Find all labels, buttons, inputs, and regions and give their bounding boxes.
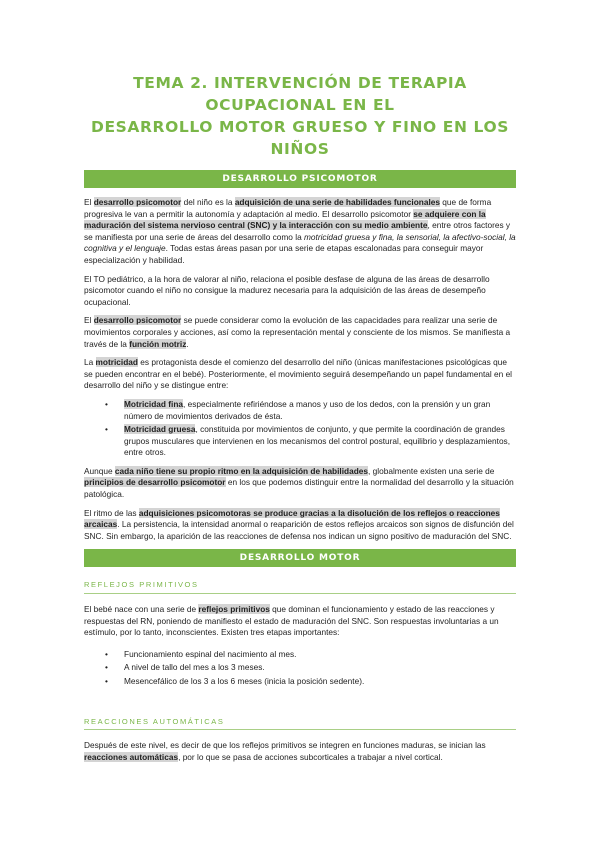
title-line-1: TEMA 2. INTERVENCIÓN DE TERAPIA OCUPACIONAL EN EL [133,74,467,114]
text: El ritmo de las [84,507,139,518]
text: Mesencefálico de los 3 a los 6 meses (inicia la posición sedente). [124,676,365,686]
bullet-icon: • [105,676,108,686]
highlight: motricidad [95,357,138,368]
text: es protagonista desde el comienzo del desarrollo del niño (únicas manifestaciones psicológicas que se pueden encontrar en el bebé). Posteriormente, el movimiento seguirá desempeñando un papel fundamental en el desarrollo del niño y se distingue entre: [84,357,513,391]
section-body-psicomotor [84,197,516,542]
paragraph [84,315,516,350]
text: El bebé nace con una serie de [84,604,199,615]
text: . Todas estas áreas pasan por una serie de etapas escalonadas para conseguir mayor especialización y habilidad. [84,243,484,265]
bullet-icon: • [105,424,108,435]
paragraph: El TO pediátrico, a la hora de valorar al niño, relaciona el posible desfase de alguna de las áreas de desarrollo psicomotor cuando el niño no consigue la madurez necesaria para la adquisición de las áreas de desempeño ocupacional. [84,273,490,307]
paragraph [84,466,516,501]
section-heading-motor: DESARROLLO MOTOR [84,549,516,567]
text: , entre otros factores y se manifiesta por una serie de áreas del desarrollo como la [84,220,511,242]
text: . La persistencia, la intensidad anormal o reaparición de estos reflejos arcaicos son signos de disfunción del SNC. Sin embargo, la aparición de las reacciones de defensa nos indican un signo positivo de maduración del SNC. [84,519,514,541]
text: que de forma progresiva le van a permitir la autonomía y adaptación al medio. El desarrollo psicomotor [84,197,492,219]
paragraph [84,740,516,763]
text: , constituida por movimientos de conjunto, y que permite la coordinación de grandes grupos musculares que intervienen en los mecanismos del control postural, equilibrio y desplazamientos, entre otros. [124,424,511,458]
section-heading-psicomotor: DESARROLLO PSICOMOTOR [84,170,516,188]
text: El [84,197,94,207]
list-item [84,424,516,459]
section-body-motor [84,579,516,763]
list-item [84,649,516,661]
highlight: desarrollo psicomotor [93,197,182,207]
text: Funcionamiento espinal del nacimiento al mes. [124,648,297,659]
paragraph [84,197,516,267]
text: en los que podemos distinguir entre la normalidad del desarrollo y la situación patológica. [84,477,514,500]
bullet-icon: • [105,398,108,409]
text: del niño es la [181,197,235,207]
list-item [84,399,516,422]
highlight: cada niño tiene su propio ritmo en la adquisición de habilidades [114,465,369,476]
text: , globalmente existen una serie de [368,465,495,476]
highlight: adquisición de una serie de habilidades funcionales [234,197,440,207]
text: Después de este nivel, es decir de que los reflejos primitivos se integren en funciones maduras, se inician las [84,740,486,751]
text: La [84,357,96,368]
highlight: se adquiere con la maduración del sistema nervioso central (SNC) y la interacción con su medio ambiente [84,208,486,231]
text: que dominan el funcionamiento y estado de las reacciones y respuestas del RN, poniendo de manifiesto el estado de maduración del SNC. Son respuestas involuntarias a un estímulo, por lo tanto, inconscientes. Existen tres etapas importantes: [84,604,499,638]
bullet-icon: • [105,648,108,659]
bullet-icon: • [105,662,108,673]
highlight: adquisiciones psicomotoras se produce gracias a la disolución de los reflejos o reacciones arcaicas [84,507,500,530]
highlight: desarrollo psicomotor [93,315,182,326]
title-line-2: DESARROLLO MOTOR GRUESO Y FINO EN LOS NIÑOS [90,118,510,158]
highlight: Motricidad gruesa [124,424,196,435]
motricidad-list [84,399,516,459]
text: se puede considerar como la evolución de las capacidades para realizar una serie de movimientos corporales y acciones, así como la representación mental y consciente de los mismos. Se manifiesta a través de la [84,315,511,349]
paragraph [84,508,516,543]
stages-list [84,649,516,688]
highlight: reacciones automáticas [84,751,179,762]
list-item [84,662,516,674]
highlight: principios de desarrollo psicomotor [84,477,226,488]
italic-text: motricidad gruesa y fina, la sensorial, la afectivo-social, la cognitiva y el lenguaje [84,231,516,254]
text: . [186,338,189,349]
paragraph [84,604,516,639]
paragraph [84,357,516,392]
subheading-reflejos: REFLEJOS PRIMITIVOS [84,579,516,594]
highlight: Motricidad fina [124,398,184,409]
text: El [84,315,94,326]
text: A nivel de tallo del mes a los 3 meses. [124,662,265,673]
text: Aunque [84,465,115,476]
highlight: reflejos primitivos [198,604,270,615]
highlight: función motriz [129,338,187,349]
document-title [84,72,516,160]
list-item [84,676,516,688]
text: , por lo que se pasa de acciones subcorticales a trabajar a nivel cortical. [178,751,443,762]
document-page [84,0,516,770]
subheading-reacciones: REACCIONES AUTOMÁTICAS [84,716,516,731]
text: , especialmente refiriéndose a manos y uso de los dedos, con la prensión y un gran número de movimientos derivados de ésta. [124,398,491,421]
